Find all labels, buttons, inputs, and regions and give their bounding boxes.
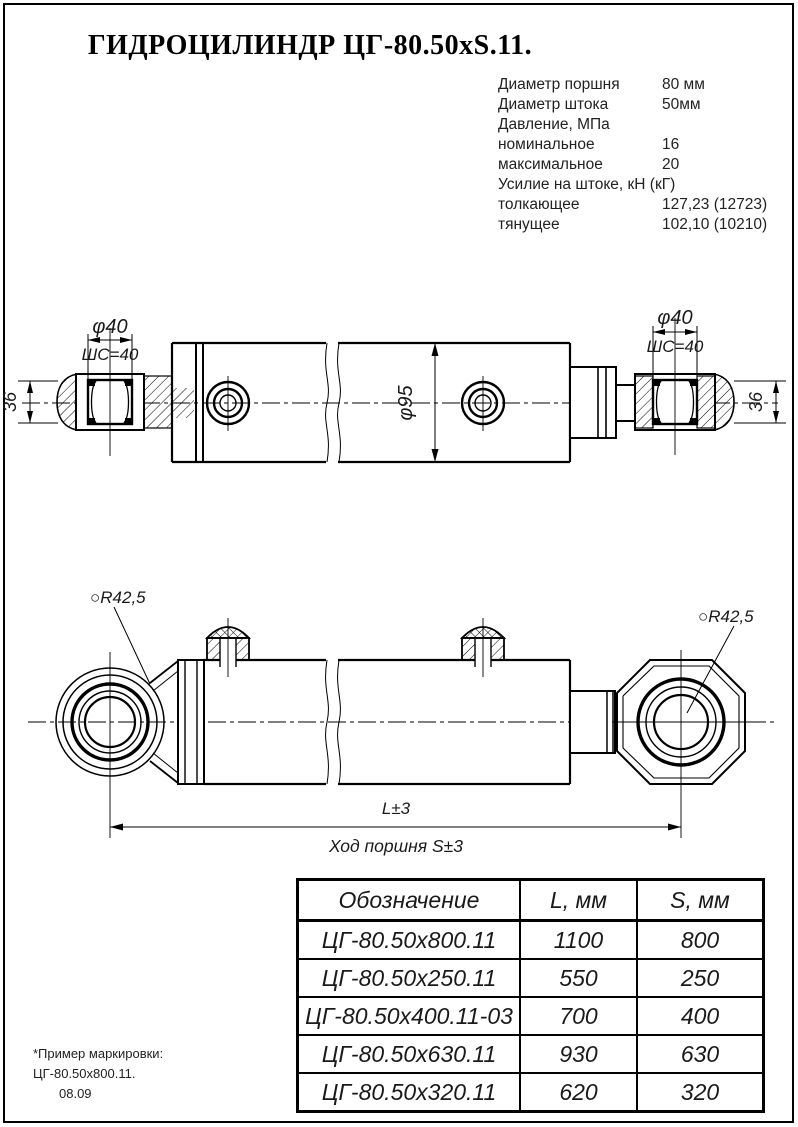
spec-label: максимальное (498, 156, 603, 173)
spec-label: тянущее (498, 216, 560, 233)
cell-length: 700 (520, 997, 637, 1035)
cell-length: 1100 (520, 921, 637, 960)
cell-designation: ЦГ-80.50х400.11-03 (298, 997, 521, 1035)
spec-label: Диаметр поршня (498, 76, 620, 93)
label-phi95: φ95 (395, 385, 417, 421)
spec-row (498, 95, 778, 115)
spec-row (498, 215, 778, 235)
table-row (298, 997, 764, 1035)
port-plug-left (207, 618, 249, 677)
piston-rod-top-view (616, 385, 635, 421)
label-stroke-dim: Ход поршня S±3 (328, 836, 464, 856)
label-36-left: 36 (0, 391, 20, 413)
cell-designation: ЦГ-80.50х320.11 (298, 1073, 521, 1112)
spec-row (498, 155, 778, 175)
spec-value: 80 мм (662, 76, 705, 93)
page-title: ГИДРОЦИЛИНДР ЦГ-80.50xS.11. (87, 30, 533, 61)
piston-rod-side-view (570, 691, 615, 753)
spec-label: Усилие на штоке, кН (кГ) (498, 176, 676, 193)
spec-value: 102,10 (10210) (662, 216, 768, 233)
col-header-designation: Обозначение (298, 880, 521, 921)
spec-label: Диаметр штока (498, 96, 609, 113)
spec-value: 50мм (662, 96, 701, 113)
footnote-line2: ЦГ-80.50х800.11. (33, 1066, 136, 1081)
spec-label: толкающее (498, 196, 580, 213)
cell-designation: ЦГ-80.50х630.11 (298, 1035, 521, 1073)
spec-row (498, 115, 778, 135)
cell-stroke: 320 (637, 1073, 764, 1112)
col-header-stroke: S, мм (637, 880, 764, 921)
cell-stroke: 630 (637, 1035, 764, 1073)
col-header-length: L, мм (520, 880, 637, 921)
spec-row (498, 195, 778, 215)
dim-length (110, 824, 681, 831)
footnote-line1: *Пример маркировки: (33, 1046, 164, 1061)
size-table (296, 878, 765, 1113)
cell-stroke: 250 (637, 959, 764, 997)
label-r425-right: ○R42,5 (698, 607, 754, 626)
side-view-drawing (0, 575, 798, 870)
cell-designation: ЦГ-80.50х800.11 (298, 921, 521, 960)
label-36-right: 36 (746, 391, 766, 413)
gland-top-view (570, 367, 616, 438)
spec-row (498, 175, 778, 195)
cell-length: 620 (520, 1073, 637, 1112)
spec-label: номинальное (498, 136, 595, 153)
table-row (298, 1073, 764, 1112)
spec-value: 20 (662, 156, 680, 173)
cell-length: 550 (520, 959, 637, 997)
label-shs40-left: ШС=40 (81, 345, 139, 364)
cell-stroke: 800 (637, 921, 764, 960)
marking-footnote (33, 1044, 163, 1104)
spec-value: 127,23 (12723) (662, 196, 768, 213)
label-shs40-right: ШС=40 (646, 337, 704, 356)
port-boss-left (207, 376, 249, 431)
spec-list (498, 75, 778, 235)
label-phi40-left: φ40 (92, 316, 128, 338)
port-boss-right (462, 376, 504, 431)
spec-row (498, 75, 778, 95)
spec-label: Давление, МПа (498, 116, 610, 133)
table-row (298, 959, 764, 997)
port-plug-right (462, 618, 504, 677)
table-header-row (298, 880, 764, 921)
head-flange-side-view (178, 660, 204, 784)
top-view-drawing (0, 280, 798, 490)
spec-row (498, 135, 778, 155)
footnote-line3: 08.09 (59, 1086, 92, 1101)
cell-stroke: 400 (637, 997, 764, 1035)
dim-36-left (18, 381, 58, 423)
label-length-dim: L±3 (381, 799, 411, 818)
spec-value: 16 (662, 136, 680, 153)
cell-length: 930 (520, 1035, 637, 1073)
label-r425-left: ○R42,5 (90, 588, 146, 607)
cell-designation: ЦГ-80.50х250.11 (298, 959, 521, 997)
label-phi40-right: φ40 (657, 307, 693, 329)
rod-end-right-side-view (612, 650, 750, 838)
table-row (298, 921, 764, 960)
rod-end-left-side-view (56, 652, 178, 838)
table-row (298, 1035, 764, 1073)
